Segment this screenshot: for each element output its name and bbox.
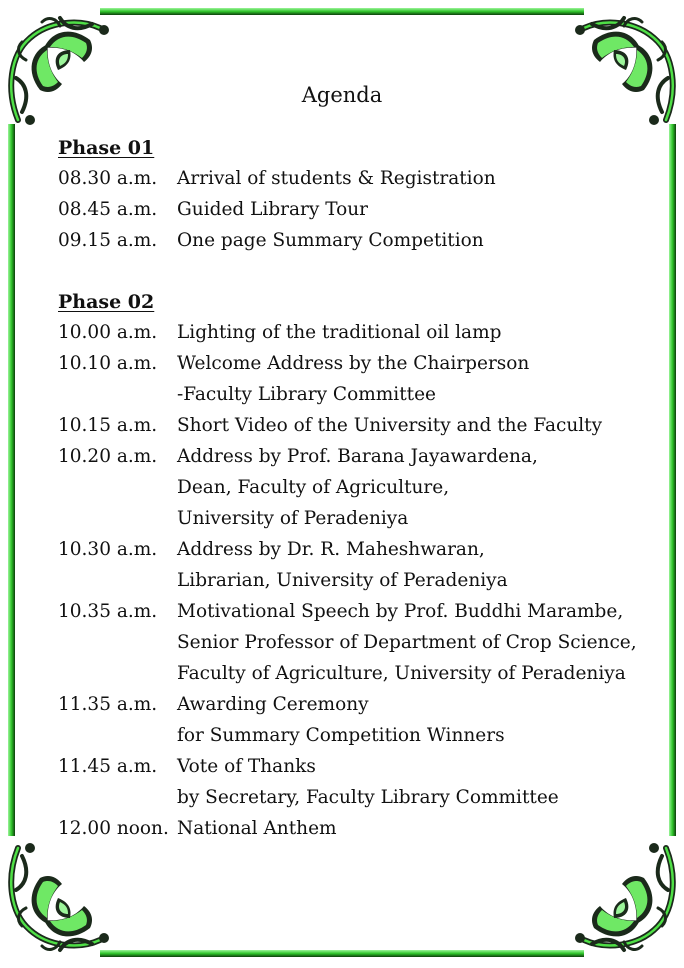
agenda-time: 12.00 noon. — [58, 818, 169, 839]
agenda-description: Librarian, University of Peradeniya — [177, 570, 508, 591]
agenda-time: 08.45 a.m. — [58, 199, 158, 220]
agenda-title: Agenda — [301, 83, 383, 107]
agenda-description: Arrival of students & Registration — [177, 168, 496, 189]
agenda-description: Vote of Thanks — [177, 756, 316, 777]
agenda-description: Dean, Faculty of Agriculture, — [177, 477, 450, 498]
agenda-description: for Summary Competition Winners — [177, 725, 505, 746]
agenda-time: 10.10 a.m. — [58, 353, 158, 374]
agenda-time: 09.15 a.m. — [58, 230, 158, 251]
agenda-description: Guided Library Tour — [177, 199, 369, 220]
agenda-description: Faculty of Agriculture, University of Peradeniya — [177, 663, 626, 684]
agenda-description: Welcome Address by the Chairperson — [177, 353, 530, 374]
agenda-time: 11.35 a.m. — [58, 694, 158, 715]
agenda-description: Awarding Ceremony — [177, 694, 369, 715]
agenda-time: 08.30 a.m. — [58, 168, 158, 189]
agenda-description: National Anthem — [177, 818, 337, 839]
agenda-description: Short Video of the University and the Faculty — [177, 415, 603, 436]
agenda-description: Lighting of the traditional oil lamp — [177, 322, 502, 343]
agenda-time: 10.30 a.m. — [58, 539, 158, 560]
agenda-time: 10.15 a.m. — [58, 415, 158, 436]
agenda-description: Senior Professor of Department of Crop Science, — [177, 632, 637, 653]
agenda-description: Address by Prof. Barana Jayawardena, — [177, 446, 538, 467]
agenda-description: One page Summary Competition — [177, 230, 484, 251]
agenda-time: 11.45 a.m. — [58, 756, 158, 777]
phase-heading: Phase 02 — [58, 291, 155, 313]
agenda-description: University of Peradeniya — [177, 508, 409, 529]
agenda-description: Motivational Speech by Prof. Buddhi Marambe, — [177, 601, 624, 622]
agenda-description: -Faculty Library Committee — [177, 384, 436, 405]
agenda-time: 10.20 a.m. — [58, 446, 158, 467]
agenda-time: 10.35 a.m. — [58, 601, 158, 622]
agenda-description: Address by Dr. R. Maheshwaran, — [177, 539, 485, 560]
agenda-description: by Secretary, Faculty Library Committee — [177, 787, 559, 808]
phase-heading: Phase 01 — [58, 137, 155, 159]
agenda-time: 10.00 a.m. — [58, 322, 158, 343]
